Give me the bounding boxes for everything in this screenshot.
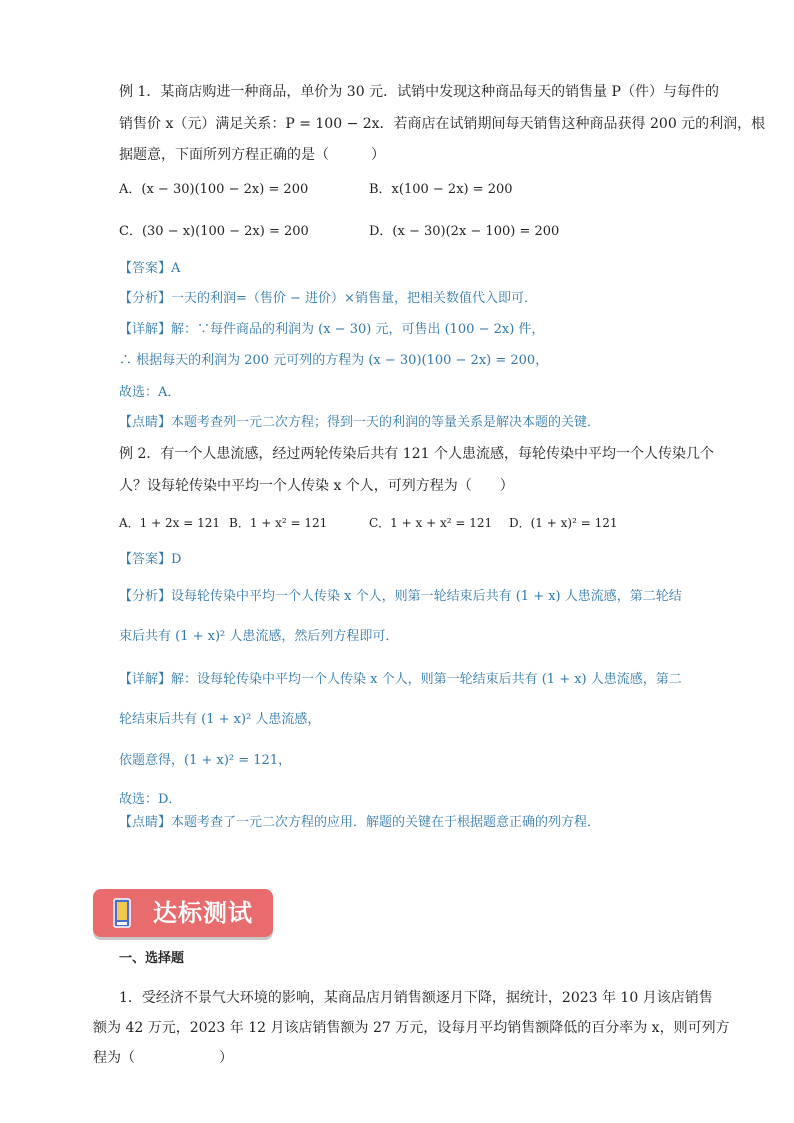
ex2-option-a: A．1 + 2x = 121 xyxy=(119,516,220,530)
ex1-stem-line1: 例 1．某商店购进一种商品，单价为 30 元．试销中发现这种商品每天的销售量 P（件）与每件的 xyxy=(119,84,719,100)
banner-title: 达标测试 xyxy=(153,899,253,927)
ex2-choose: 故选：D． xyxy=(119,792,182,807)
ex2-analysis-line2: 束后共有 (1 + x)² 人患流感，然后列方程即可． xyxy=(119,629,399,644)
ex1-choose: 故选：A． xyxy=(119,385,181,400)
ex2-detail-line1: 【详解】解：设每轮传染中平均一个人传染 x 个人，则第一轮结束后共有 (1 + x) 人患流感，第二 xyxy=(119,672,682,687)
ex2-option-c: C．1 + x + x² = 121 xyxy=(369,516,493,530)
q1-stem-line3: 程为（ ） xyxy=(93,1050,233,1066)
ex1-option-c: C．(30 − x)(100 − 2x) = 200 xyxy=(119,224,309,239)
ex1-comment: 【点睛】本题考查列一元二次方程；得到一天的利润的等量关系是解决本题的关键． xyxy=(119,415,601,430)
ex2-detail-line2: 轮结束后共有 (1 + x)² 人患流感， xyxy=(119,712,321,727)
q1-stem-line2: 额为 42 万元，2023 年 12 月该店销售额为 27 万元，设每月平均销售额降低的百分率为 x，则可列方 xyxy=(93,1020,730,1036)
ex1-option-b: B．x(100 − 2x) = 200 xyxy=(369,182,513,197)
ex1-stem-line2: 销售价 x（元）满足关系：P = 100 − 2x．若商店在试销期间每天销售这种商品获得 200 元的利润，根 xyxy=(119,116,766,132)
ex1-detail-line1: 【详解】解：∵每件商品的利润为 (x − 30) 元，可售出 (100 − 2x) 件， xyxy=(119,322,545,337)
ex1-option-a: A．(x − 30)(100 − 2x) = 200 xyxy=(119,182,309,197)
ex2-detail-line3: 依题意得，(1 + x)² = 121， xyxy=(119,753,292,768)
ex1-stem-line3: 据题意，下面所列方程正确的是（ ） xyxy=(119,147,385,163)
ex2-option-b: B．1 + x² = 121 xyxy=(229,516,328,530)
ex2-answer: 【答案】D xyxy=(119,552,182,567)
book-icon xyxy=(113,898,131,928)
ex1-analysis: 【分析】一天的利润=（售价 − 进价）×销售量，把相关数值代入即可． xyxy=(119,291,537,306)
ex2-comment: 【点睛】本题考查了一元二次方程的应用．解题的关键在于根据题意正确的列方程． xyxy=(119,815,601,830)
section-banner xyxy=(93,889,273,937)
ex2-analysis-line1: 【分析】设每轮传染中平均一个人传染 x 个人，则第一轮结束后共有 (1 + x) 人患流感，第二轮结 xyxy=(119,589,682,604)
ex2-stem-line2: 人？设每轮传染中平均一个人传染 x 个人，可列方程为（ ） xyxy=(119,478,514,494)
ex1-detail-line2: ∴ 根据每天的利润为 200 元可列的方程为 (x − 30)(100 − 2x) = 200， xyxy=(119,353,549,368)
ex1-option-d: D．(x − 30)(2x − 100) = 200 xyxy=(369,224,560,239)
section-title: 一、选择题 xyxy=(119,951,185,966)
ex1-answer: 【答案】A xyxy=(119,261,181,276)
q1-stem-line1: 1．受经济不景气大环境的影响，某商品店月销售额逐月下降，据统计，2023 年 10 月该店销售 xyxy=(119,990,713,1006)
ex2-stem-line1: 例 2．有一个人患流感，经过两轮传染后共有 121 个人患流感，每轮传染中平均一个人传染几个 xyxy=(119,446,714,462)
ex2-option-d: D．(1 + x)² = 121 xyxy=(509,516,618,530)
